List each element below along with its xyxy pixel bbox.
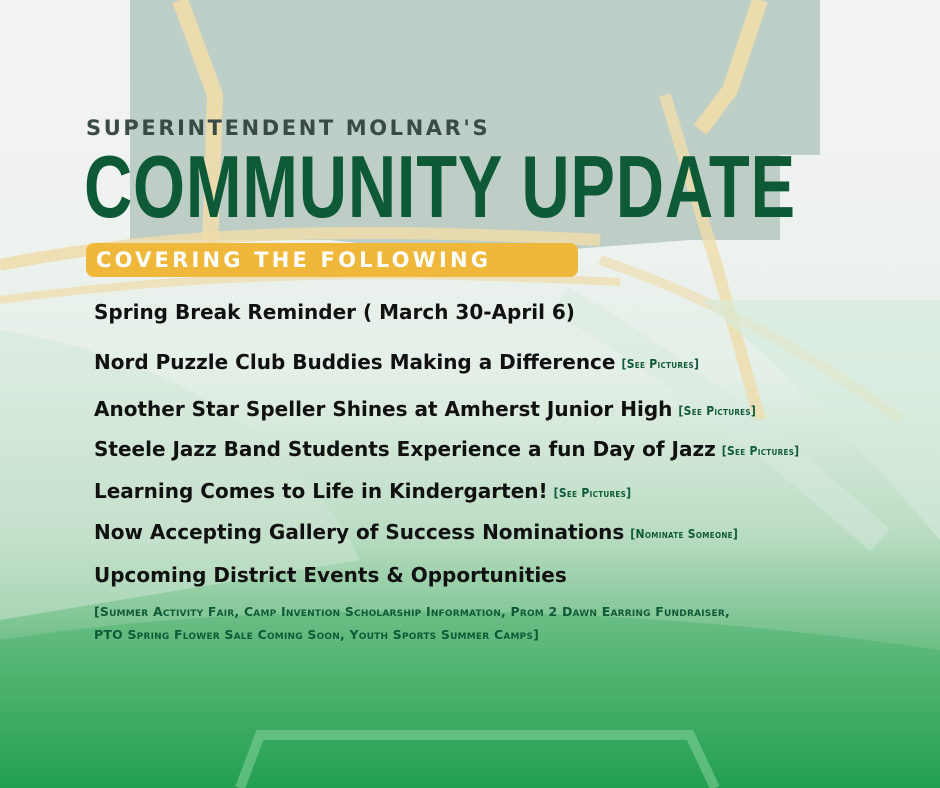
events-line[interactable]: PTO Spring Flower Sale Coming Soon, Youth Sports Summer Camps]: [94, 627, 540, 642]
section-banner: [86, 243, 578, 277]
see-pictures-link[interactable]: [See Pictures]: [678, 404, 757, 418]
item-title: Now Accepting Gallery of Success Nominations: [94, 520, 625, 544]
events-line[interactable]: [Summer Activity Fair, Camp Invention Scholarship Information, Prom 2 Dawn Earring Fundraiser,: [94, 604, 730, 619]
headline-title: COMMUNITY UPDATE: [84, 137, 796, 236]
item-title: Nord Puzzle Club Buddies Making a Difference: [94, 350, 616, 374]
events-sublist: [94, 600, 814, 646]
list-item: [94, 397, 756, 421]
item-title: Another Star Speller Shines at Amherst Junior High: [94, 397, 673, 421]
item-title: Spring Break Reminder ( March 30-April 6): [94, 300, 575, 324]
nominate-someone-link[interactable]: [Nominate Someone]: [630, 527, 739, 541]
list-item: [94, 520, 738, 544]
list-item: [94, 437, 799, 461]
list-item: [94, 563, 567, 587]
list-item: [94, 300, 575, 324]
eyebrow-title: SUPERINTENDENT MOLNAR'S: [86, 116, 491, 140]
item-title: Upcoming District Events & Opportunities: [94, 563, 567, 587]
item-title: Learning Comes to Life in Kindergarten!: [94, 479, 548, 503]
list-item: [94, 350, 699, 374]
see-pictures-link[interactable]: [See Pictures]: [621, 357, 700, 371]
see-pictures-link[interactable]: [See Pictures]: [721, 444, 800, 458]
see-pictures-link[interactable]: [See Pictures]: [553, 486, 632, 500]
banner-label: COVERING THE FOLLOWING: [96, 248, 492, 272]
item-title: Steele Jazz Band Students Experience a fun Day of Jazz: [94, 437, 716, 461]
list-item: [94, 479, 631, 503]
